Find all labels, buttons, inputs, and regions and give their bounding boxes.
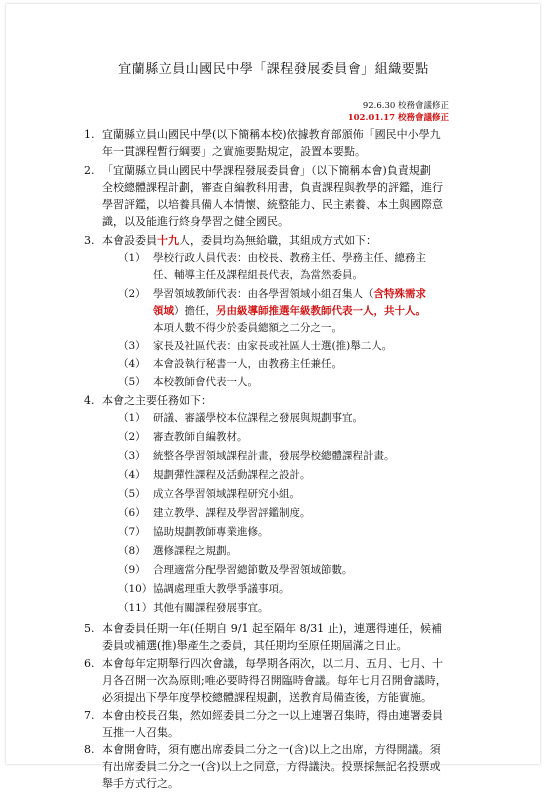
clause-number: 6. — [84, 657, 95, 670]
item-line: 建立教學、課程及學習評鑑制度。 — [153, 507, 311, 519]
task-item — [118, 505, 464, 522]
item-number: （5） — [118, 376, 146, 388]
item-number: （9） — [118, 564, 146, 576]
item-number: （2） — [118, 288, 146, 300]
item-number: （4） — [118, 358, 146, 370]
clause-line: 互推一人召集。 — [102, 726, 179, 739]
clause-line: 本會之主要任務如下： — [102, 394, 212, 407]
task-item — [118, 562, 464, 579]
document-title: 宜蘭縣立員山國民中學「課程發展委員會」組織要點 — [118, 62, 429, 77]
task-item — [118, 467, 464, 484]
highlight-text: 十九 — [157, 234, 179, 247]
item-number: （1） — [118, 252, 146, 264]
item-line: 任、輔導主任及課程組長代表，為當然委員。 — [153, 269, 363, 281]
item-number: （5） — [118, 488, 146, 500]
item-line: 統整各學習領域課程計畫，發展學校總體課程計畫。 — [153, 450, 395, 462]
clause-number: 8. — [84, 743, 95, 756]
clause-4 — [84, 392, 464, 409]
task-item — [118, 486, 464, 503]
item-number: （2） — [118, 431, 146, 443]
task-item — [118, 600, 464, 617]
item-line: 研議、審議學校本位課程之發展與規劃事宜。 — [153, 412, 363, 424]
task-item — [118, 581, 464, 598]
clause-3-item-4 — [118, 356, 464, 373]
clause-line: 「宜蘭縣立員山國民中學課程發展委員會」（以下簡稱本會)負責規劃 — [102, 164, 431, 177]
clause-2 — [84, 162, 464, 230]
clause-number: 5. — [84, 622, 95, 635]
clause-3-item-3 — [118, 338, 464, 355]
clause-line: 本會由校長召集，然如經委員二分之一以上連署召集時，得由連署委員 — [102, 709, 443, 722]
item-line: 本會設執行秘書一人，由教務主任兼任。 — [153, 358, 342, 370]
clause-number: 1. — [84, 128, 95, 141]
item-number: （7） — [118, 526, 146, 538]
task-item — [118, 410, 464, 427]
item-line: 本項人數不得少於委員總額之二分之一。 — [153, 322, 342, 334]
item-line: 選修課程之規劃。 — [153, 545, 237, 557]
clause-line: 委員或補選(推)舉產生之委員，其任期均至原任期屆滿之日止。 — [102, 639, 408, 652]
item-number: （3） — [118, 340, 146, 352]
task-item — [118, 448, 464, 465]
item-line: 學校行政人員代表：由校長、教務主任、學務主任、總務主 — [153, 252, 426, 264]
item-line: 協調處理重大教學爭議事項。 — [153, 583, 290, 595]
clause-line: 識，以及能進行終身學習之健全國民。 — [102, 215, 289, 228]
item-line: 學習領域教師代表：由各學習領域小組召集人（含特殊需求 — [153, 288, 426, 300]
highlight-text: 領域 — [153, 305, 174, 317]
item-line: 家長及社區代表：由家長或社區人士選(推)舉二人。 — [153, 340, 393, 352]
clause-5 — [84, 620, 464, 654]
clause-3 — [84, 232, 464, 249]
clause-line: 年一貫課程暫行綱要」之實施要點規定，設置本要點。 — [102, 145, 366, 158]
clause-line: 有出席委員二分之一(含)以上之同意，方得議決。投票採無記名投票或 — [102, 760, 441, 773]
clause-3-item-2 — [118, 286, 464, 337]
item-number: （6） — [118, 507, 146, 519]
item-line: 領域）擔任，另由級導師推選年級教師代表一人，共十人。 — [153, 305, 426, 317]
clause-line: 月各召開一次為原則;唯必要時得召開臨時會議。每年七月召開會議時， — [102, 674, 447, 687]
clause-line: 本會開會時，須有應出席委員二分之一(含)以上之出席，方得開議。須 — [102, 743, 441, 756]
task-item — [118, 543, 464, 560]
item-number: （4） — [118, 469, 146, 481]
clause-line: 全校總體課程計劃，審查自編教科用書，負責課程與教學的評鑑，進行 — [102, 181, 443, 194]
item-number: （10） — [118, 583, 153, 595]
revision-note-1: 92.6.30 校務會議修正 — [362, 101, 449, 111]
clause-number: 7. — [84, 709, 95, 722]
item-line: 成立各學習領域課程研究小組。 — [153, 488, 300, 500]
clause-number: 4. — [84, 394, 95, 407]
clause-7 — [84, 707, 464, 741]
task-item — [118, 524, 464, 541]
clause-3-item-5 — [118, 374, 464, 391]
clause-number: 3. — [84, 234, 95, 247]
item-line: 規劃彈性課程及活動課程之設計。 — [153, 469, 311, 481]
clause-line: 必須提出下學年度學校總體課程規劃，送教育局備查後，方能實施。 — [102, 691, 432, 704]
revision-note-2: 102.01.17 校務會議修正 — [347, 113, 449, 123]
clause-line: 本會委員任期一年(任期自 9/1 起至隔年 8/31 止)，連選得連任，候補 — [102, 622, 442, 635]
task-item — [118, 429, 464, 446]
item-number: （8） — [118, 545, 146, 557]
clause-3-item-1 — [118, 250, 464, 284]
clause-line: 本會設委員十九人，委員均為無給職，其組成方式如下： — [102, 234, 377, 247]
item-number: （3） — [118, 450, 146, 462]
clause-line: 舉手方式行之。 — [102, 777, 179, 790]
clause-line: 本會每年定期舉行四次會議，每學期各兩次，以二月、五月、七月、十 — [102, 657, 443, 670]
clause-number: 2. — [84, 164, 95, 177]
highlight-text: 另由級導師推選年級教師代表一人，共十人。 — [216, 305, 426, 317]
item-line: 合理適當分配學習總節數及學習領域節數。 — [153, 564, 353, 576]
item-line: 本校教師會代表一人。 — [153, 376, 258, 388]
highlight-text: 含特殊需求 — [373, 288, 426, 300]
clause-line: 學習評鑑，以培養具備人本情懷、統整能力、民主素養、本土與國際意 — [102, 198, 443, 211]
item-line: 審查教師自編教材。 — [153, 431, 248, 443]
clause-6 — [84, 655, 464, 706]
item-line: 其他有關課程發展事宜。 — [153, 602, 269, 614]
clause-line: 宜蘭縣立員山國民中學(以下簡稱本校)依據教育部頒佈「國民中小學九 — [102, 128, 441, 141]
clause-8 — [84, 741, 464, 790]
item-line: 協助規劃教師專業進修。 — [153, 526, 269, 538]
item-number: （1） — [118, 412, 146, 424]
item-number: （11） — [118, 602, 153, 614]
clause-1 — [84, 126, 464, 160]
